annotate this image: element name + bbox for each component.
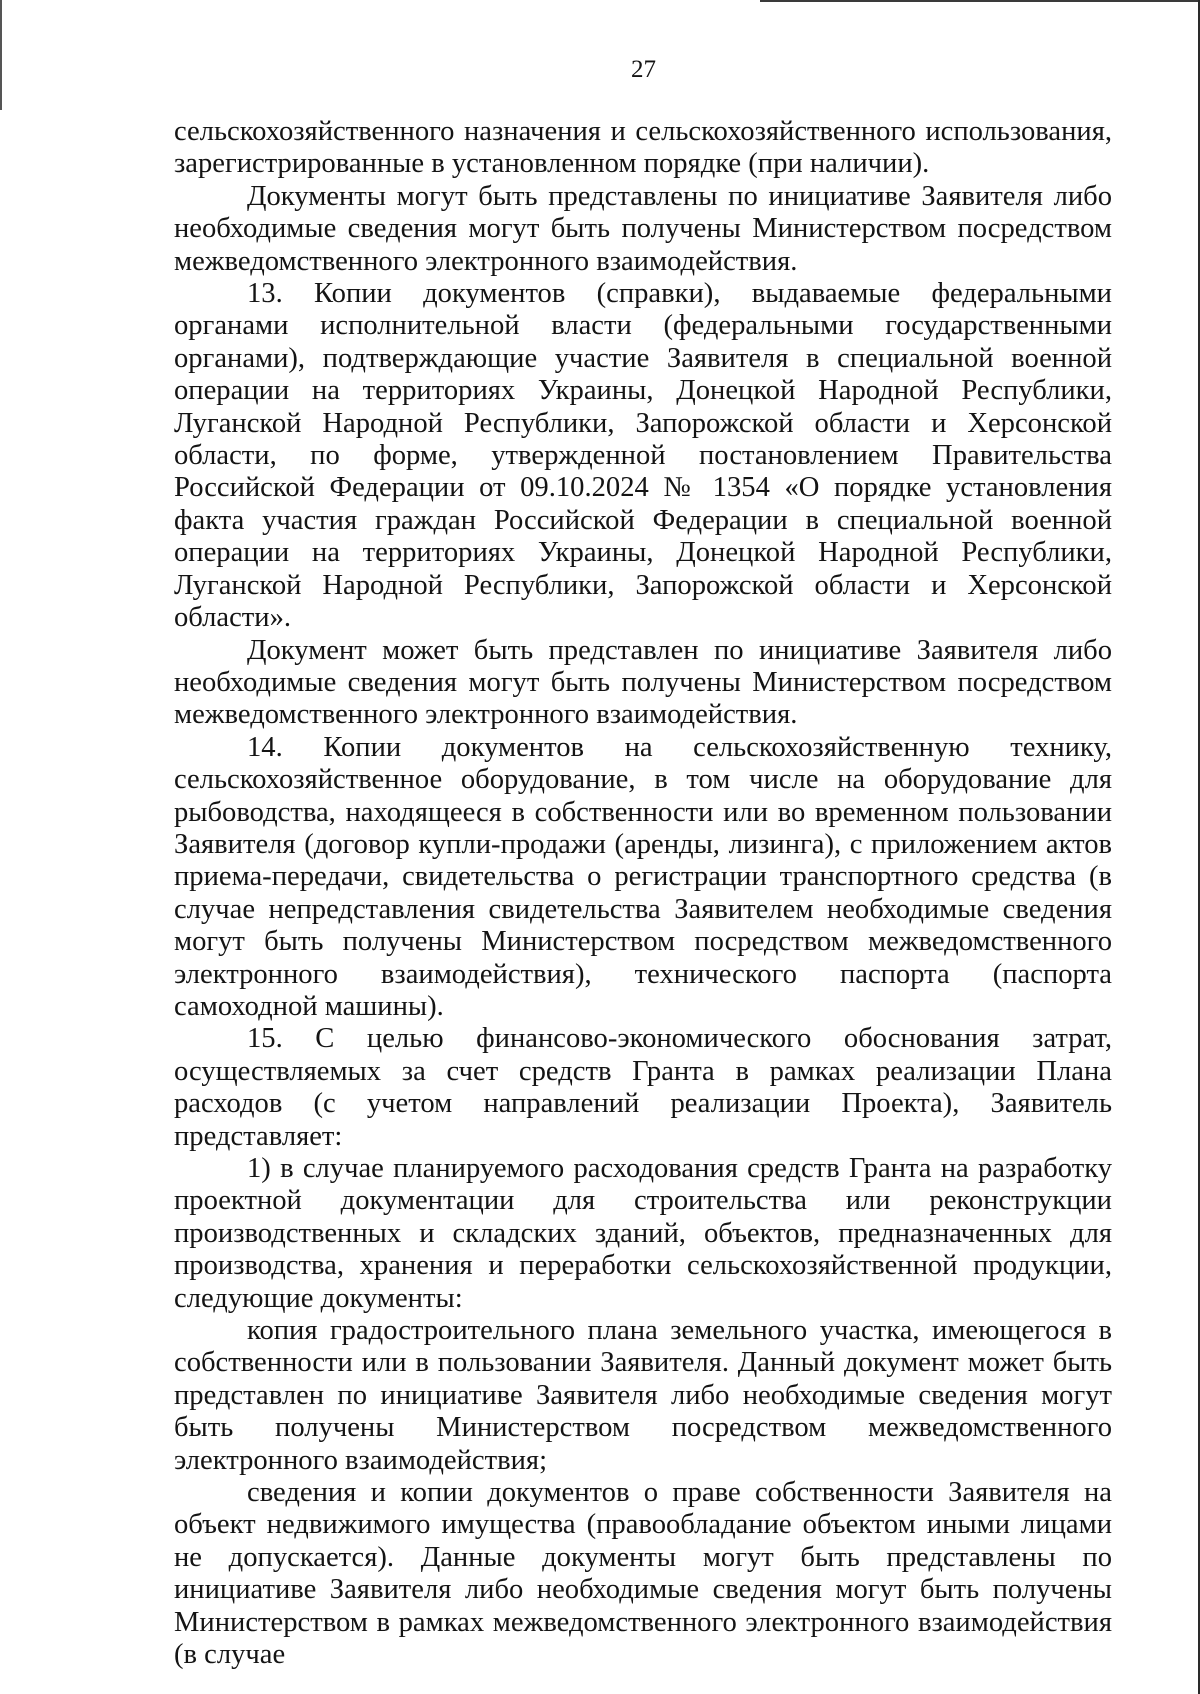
page-number: 27	[631, 56, 656, 83]
paragraph-urban-plan-copy: копия градостроительного плана земельного участка, имеющегося в собственности или в пользовании Заявителя. Данный документ может быть представлен по инициативе Заявителя либо необходимые сведения могут быть получены Министерством посредством межведомственного электронного взаимодействия;	[174, 1315, 1112, 1476]
paragraph-item-15: 15. С целью финансово-экономического обоснования затрат, осуществляемых за счет средств Гранта в рамках реализации Плана расходов (с учетом направлений реализации Проекта), Заявитель представляет:	[174, 1023, 1112, 1152]
paragraph-continuation: сельскохозяйственного назначения и сельскохозяйственного использования, зарегистрированные в установленном порядке (при наличии).	[174, 116, 1112, 180]
paragraph-item-14: 14. Копии документов на сельскохозяйственную технику, сельскохозяйственное оборудование, в том числе на оборудование для рыбоводства, находящееся в собственности или во временном пользовании Заявителя (договор купли-продажи (аренды, лизинга), с приложением актов приема-передачи, свидетельства о регистрации транспортного средства (в случае непредставления свидетельства Заявителем необходимые сведения могут быть получены Министерством посредством межведомственного электронного взаимодействия), технического паспорта (паспорта самоходной машины).	[174, 731, 1112, 1022]
document-body	[174, 116, 1112, 1672]
paragraph-item-13: 13. Копии документов (справки), выдаваемые федеральными органами исполнительной власти (федеральными государственными органами), подтверждающие участие Заявителя в специальной военной операции на территориях Украины, Донецкой Народной Республики, Луганской Народной Республики, Запорожской области и Херсонской области, по форме, утвержденной постановлением Правительства Российской Федерации от 09.10.2024 № 1354 «О порядке установления факта участия граждан Российской Федерации в специальной военной операции на территориях Украины, Донецкой Народной Республики, Луганской Народной Республики, Запорожской области и Херсонской области».	[174, 278, 1112, 634]
scan-edge-left	[0, 0, 2, 110]
paragraph-subitem-1: 1) в случае планируемого расходования средств Гранта на разработку проектной документации для строительства или реконструкции производственных и складских зданий, объектов, предназначенных для производства, хранения и переработки сельскохозяйственной продукции, следующие документы:	[174, 1153, 1112, 1314]
paragraph-document-submission: Документ может быть представлен по инициативе Заявителя либо необходимые сведения могут быть получены Министерством посредством межведомственного электронного взаимодействия.	[174, 634, 1112, 731]
paragraph-ownership-documents: сведения и копии документов о праве собственности Заявителя на объект недвижимого имущества (правообладание объектом иными лицами не допускается). Данные документы могут быть представлены по инициативе Заявителя либо необходимые сведения могут быть получены Министерством в рамках межведомственного электронного взаимодействия (в случае	[174, 1477, 1112, 1671]
scan-edge-top	[760, 0, 1200, 2]
paragraph-documents-submission: Документы могут быть представлены по инициативе Заявителя либо необходимые сведения могут быть получены Министерством посредством межведомственного электронного взаимодействия.	[174, 180, 1112, 277]
